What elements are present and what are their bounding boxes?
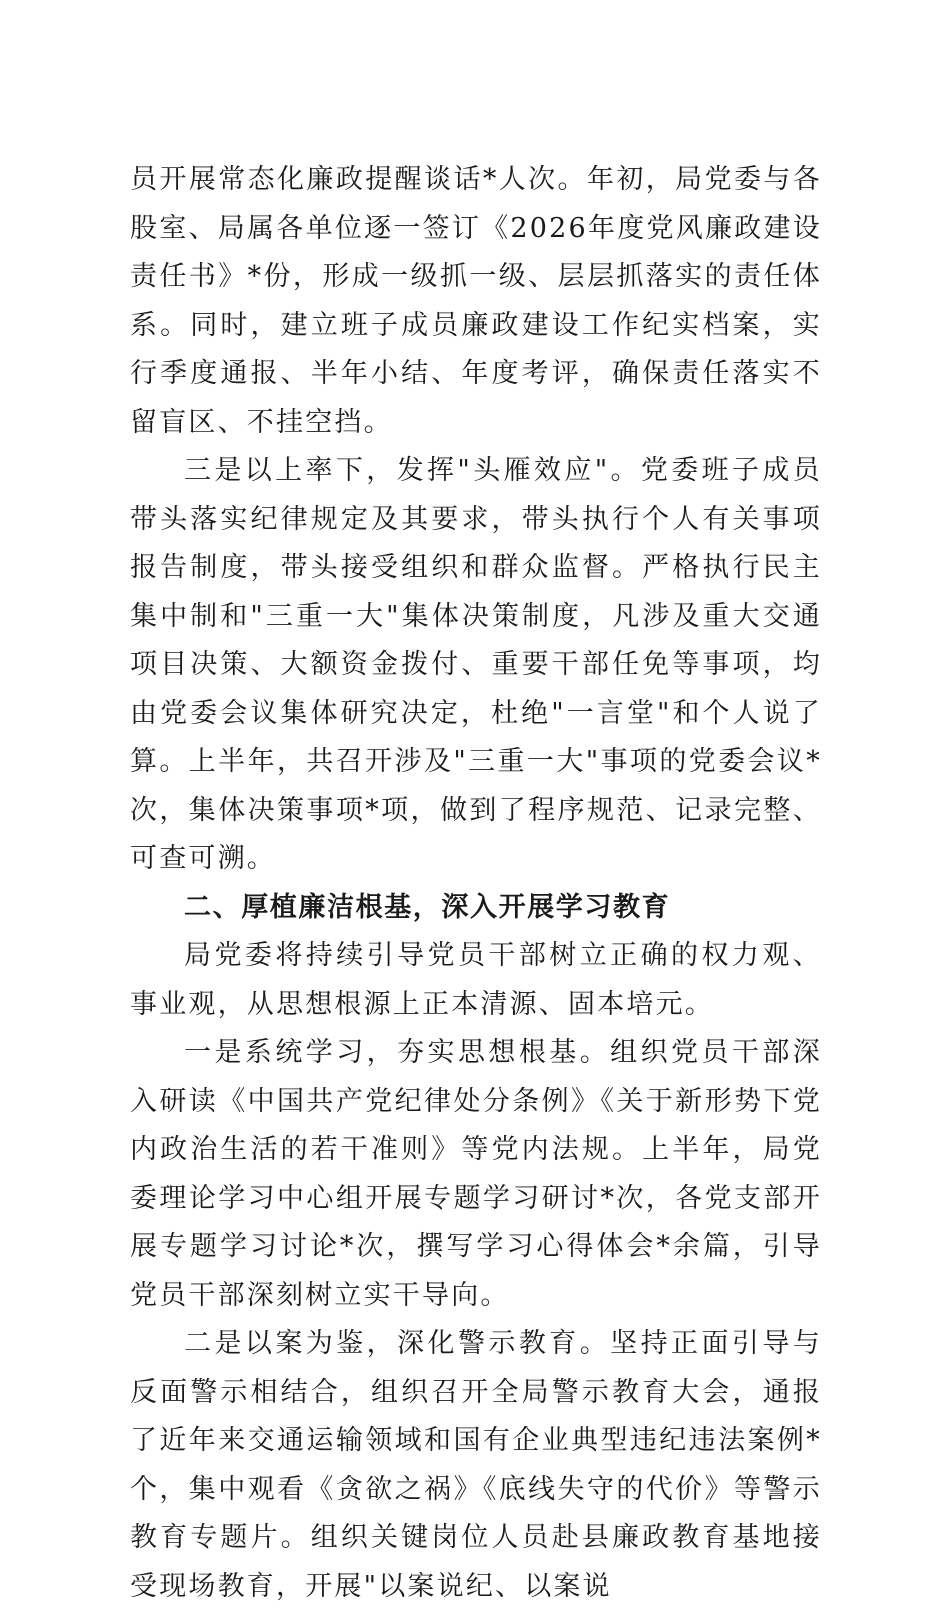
paragraph-warning-education: 二是以案为鉴，深化警示教育。坚持正面引导与反面警示相结合，组织召开全局警示教育大会，通报了近年来交通运输领域和国有企业典型违纪违法案例*个，集中观看《贪欲之祸》《底线失守的代价》等警示教育专题片。组织关键岗位人员赴县廉政教育基地接受现场教育，开展"以案说纪、以案说	[130, 1328, 822, 1602]
document-body	[130, 156, 822, 1611]
paragraph-responsibility-system: 员开展常态化廉政提醒谈话*人次。年初，局党委与各股室、局属各单位逐一签订《2026年度党风廉政建设责任书》*份，形成一级抓一级、层层抓落实的责任体系。同时，建立班子成员廉政建设工作纪实档案，实行季度通报、半年小结、年度考评，确保责任落实不留盲区、不挂空挡。	[130, 164, 822, 438]
paragraph-education-intro: 局党委将持续引导党员干部树立正确的权力观、事业观，从思想根源上正本清源、固本培元。	[130, 940, 822, 1020]
section-heading-education: 二、厚植廉洁根基，深入开展学习教育	[184, 891, 671, 923]
paragraph-systematic-study: 一是系统学习，夯实思想根基。组织党员干部深入研读《中国共产党纪律处分条例》《关于新形势下党内政治生活的若干准则》等党内法规。上半年，局党委理论学习中心组开展专题学习研讨*次，各党支部开展专题学习讨论*次，撰写学习心得体会*余篇，引导党员干部深刻树立实干导向。	[130, 1037, 822, 1311]
paragraph-lead-by-example: 三是以上率下，发挥"头雁效应"。党委班子成员带头落实纪律规定及其要求，带头执行个人有关事项报告制度，带头接受组织和群众监督。严格执行民主集中制和"三重一大"集体决策制度，凡涉及重大交通项目决策、大额资金拨付、重要干部任免等事项，均由党委会议集体研究决定，杜绝"一言堂"和个人说了算。上半年，共召开涉及"三重一大"事项的党委会议*次，集体决策事项*项，做到了程序规范、记录完整、可查可溯。	[130, 455, 822, 874]
